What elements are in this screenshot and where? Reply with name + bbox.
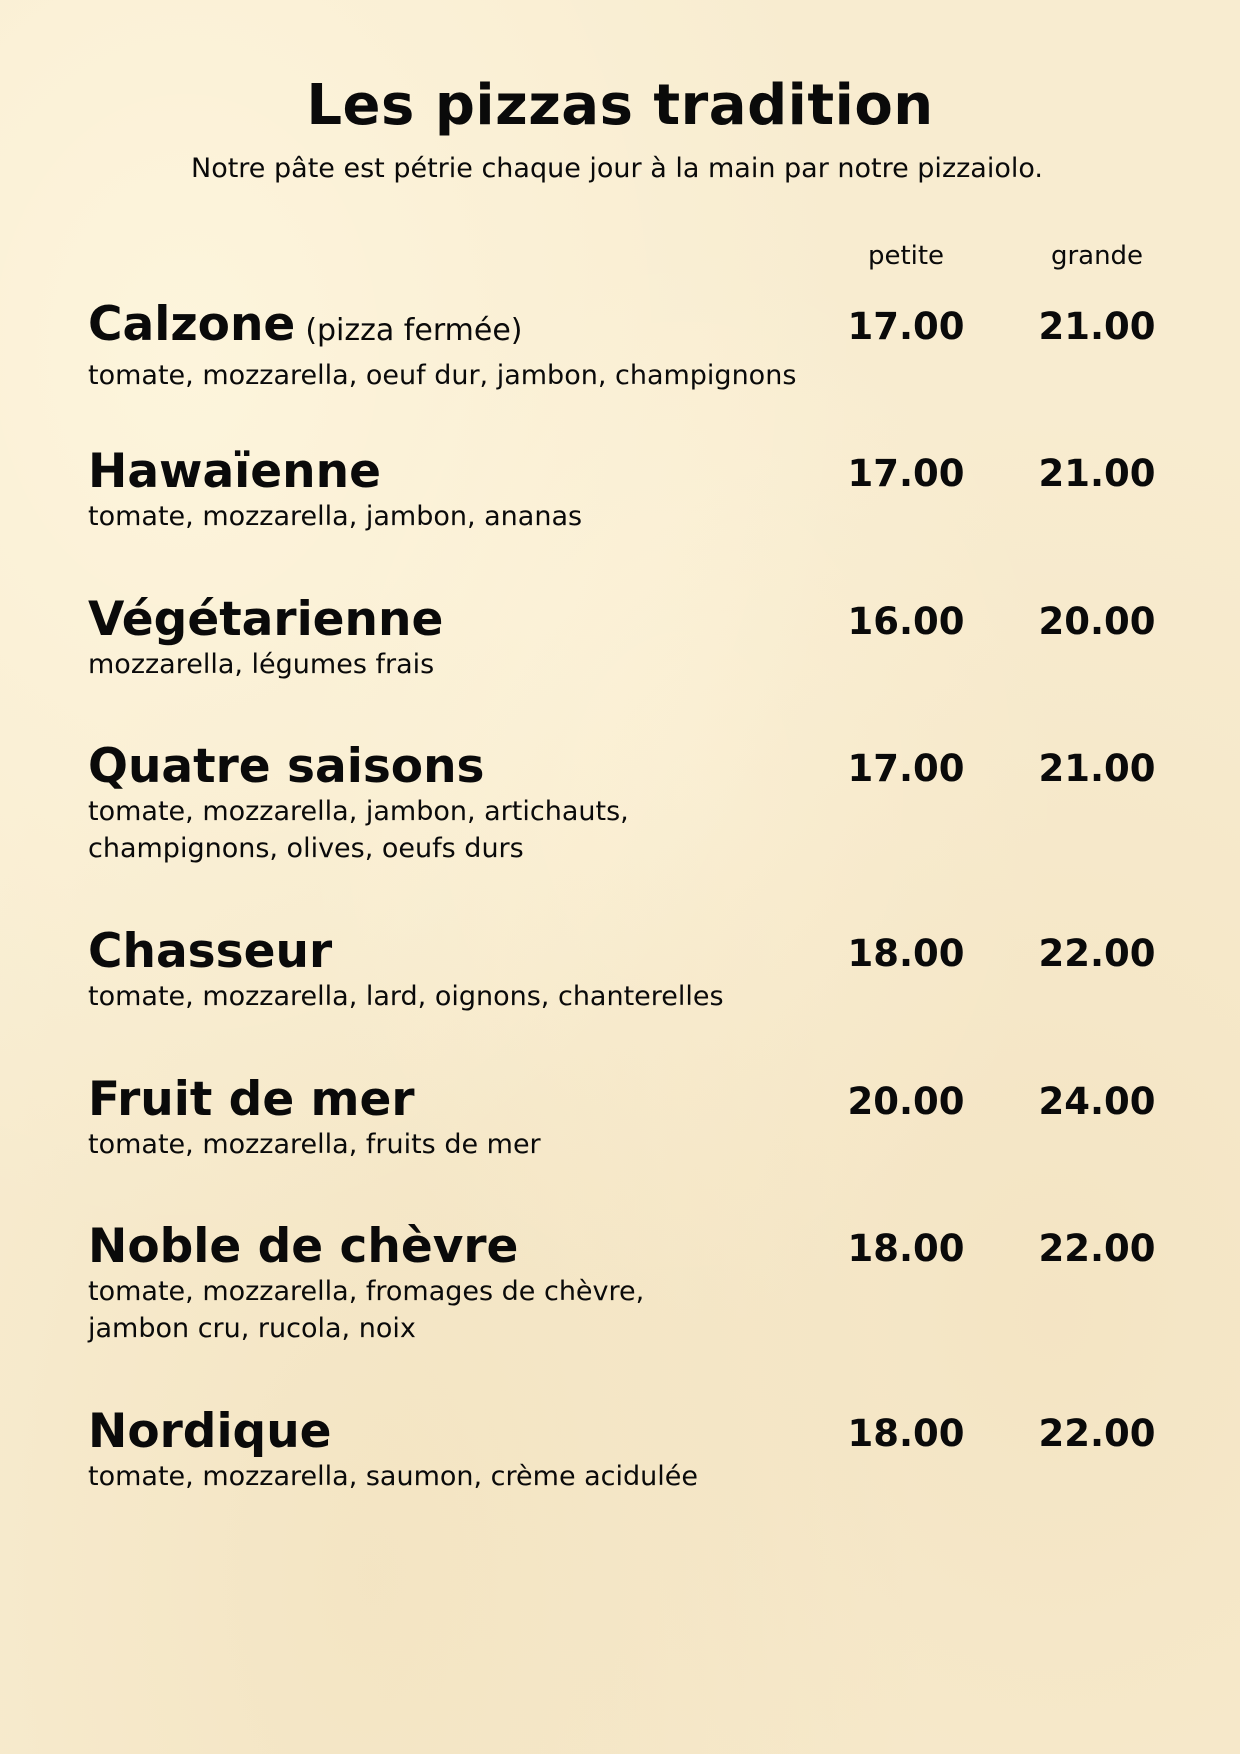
price-grande: 21.00 xyxy=(1038,452,1156,495)
menu-item-hawaienne xyxy=(88,446,1168,535)
price-petite: 17.00 xyxy=(847,747,965,790)
menu-item-vegetarienne xyxy=(88,594,1168,683)
item-description: mozzarella, légumes frais xyxy=(88,649,435,680)
item-name: Noble de chèvre xyxy=(88,1219,519,1274)
item-description-line-1: tomate, mozzarella, jambon, artichauts, xyxy=(88,796,629,827)
menu-item-noble-de-chevre xyxy=(88,1221,1168,1347)
item-note: (pizza fermée) xyxy=(305,313,523,348)
item-description: tomate, mozzarella, fruits de mer xyxy=(88,1129,541,1160)
page-title: Les pizzas tradition xyxy=(306,73,934,138)
price-grande: 22.00 xyxy=(1038,1412,1156,1455)
menu-item-chasseur xyxy=(88,926,1168,1015)
price-petite: 18.00 xyxy=(847,1412,965,1455)
item-description: tomate, mozzarella, saumon, crème acidulée xyxy=(88,1461,699,1492)
item-title: Calzone xyxy=(88,297,296,352)
item-description: tomate, mozzarella, lard, oignons, chanterelles xyxy=(88,981,724,1012)
column-header-petite: petite xyxy=(867,241,945,271)
item-name xyxy=(88,299,1168,357)
item-name: Hawaïenne xyxy=(88,444,381,499)
item-name: Fruit de mer xyxy=(88,1072,415,1127)
price-petite: 20.00 xyxy=(847,1080,965,1123)
menu-item-quatre-saisons xyxy=(88,741,1168,867)
price-grande: 21.00 xyxy=(1038,747,1156,790)
column-header-grande: grande xyxy=(1050,241,1144,271)
menu-item-calzone xyxy=(88,299,1168,394)
price-petite: 18.00 xyxy=(847,932,965,975)
price-grande: 22.00 xyxy=(1038,1227,1156,1270)
item-description-line-1: tomate, mozzarella, fromages de chèvre, xyxy=(88,1276,645,1307)
item-description-line-2: champignons, olives, oeufs durs xyxy=(88,833,524,864)
price-grande: 21.00 xyxy=(1038,305,1156,348)
item-name: Quatre saisons xyxy=(88,739,485,794)
page-subtitle: Notre pâte est pétrie chaque jour à la main par notre pizzaiolo. xyxy=(191,153,1043,184)
item-name: Nordique xyxy=(88,1404,332,1459)
price-petite: 17.00 xyxy=(847,305,965,348)
price-petite: 17.00 xyxy=(847,452,965,495)
price-grande: 20.00 xyxy=(1038,600,1156,643)
price-grande: 24.00 xyxy=(1038,1080,1156,1123)
item-description-line-2: jambon cru, rucola, noix xyxy=(88,1313,416,1344)
price-grande: 22.00 xyxy=(1038,932,1156,975)
item-name: Végétarienne xyxy=(88,592,444,647)
menu-item-nordique xyxy=(88,1406,1168,1495)
item-description: tomate, mozzarella, oeuf dur, jambon, champignons xyxy=(88,360,797,391)
menu-item-fruit-de-mer xyxy=(88,1074,1168,1163)
item-description: tomate, mozzarella, jambon, ananas xyxy=(88,501,583,532)
price-petite: 16.00 xyxy=(847,600,965,643)
item-name: Chasseur xyxy=(88,924,333,979)
price-petite: 18.00 xyxy=(847,1227,965,1270)
